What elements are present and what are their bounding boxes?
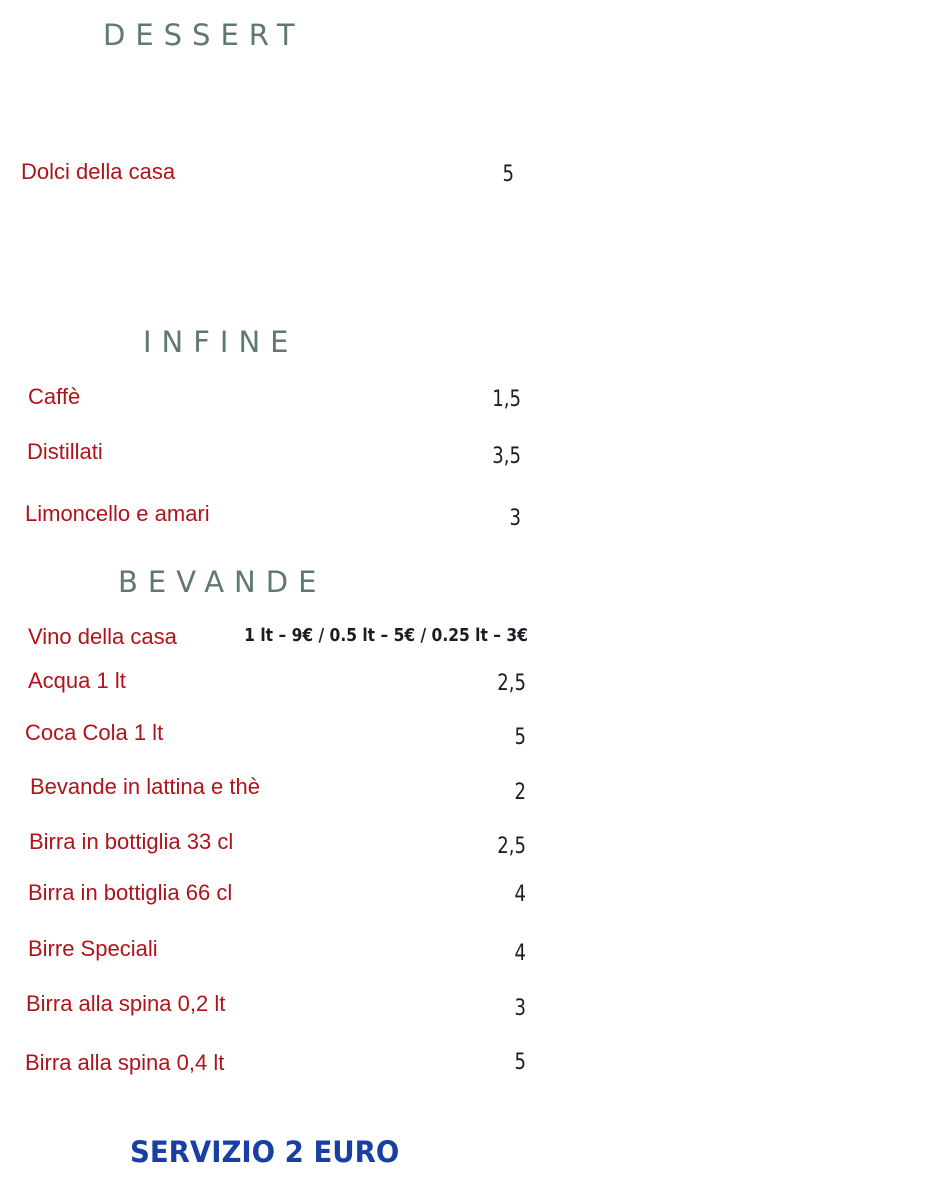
item-name: Limoncello e amari [25,501,210,526]
service-charge-note: SERVIZIO 2 EURO [130,1135,400,1169]
item-price: 3 [514,996,526,1021]
item-price: 5 [514,1050,526,1075]
section-heading-infine: INFINE [143,325,299,359]
item-name: Vino della casa [28,624,177,649]
item-price: 3 [509,506,521,531]
item-price: 2,5 [497,834,526,859]
item-name: Birra alla spina 0,4 lt [25,1050,225,1075]
item-price: 3,5 [492,444,521,469]
item-name: Caffè [28,384,81,409]
section-heading-bevande: BEVANDE [118,565,327,599]
item-name: Distillati [27,439,103,464]
item-price: 4 [514,941,526,966]
item-price: 2,5 [497,671,526,696]
item-name: Birra in bottiglia 66 cl [28,880,233,905]
item-price: 1,5 [492,387,521,412]
section-heading-dessert: DESSERT [103,18,305,52]
item-price: 5 [502,162,514,187]
item-name: Birre Speciali [28,936,158,961]
item-name: Birra alla spina 0,2 lt [26,991,226,1016]
item-price: 5 [514,725,526,750]
item-name: Bevande in lattina e thè [30,774,260,799]
item-price: 1 lt – 9€ / 0.5 lt – 5€ / 0.25 lt – 3€ [244,625,528,646]
item-price: 4 [514,882,526,907]
item-name: Coca Cola 1 lt [25,720,164,745]
item-name: Acqua 1 lt [28,668,126,693]
item-name: Dolci della casa [21,159,176,184]
item-price: 2 [514,780,526,805]
item-name: Birra in bottiglia 33 cl [29,829,234,854]
